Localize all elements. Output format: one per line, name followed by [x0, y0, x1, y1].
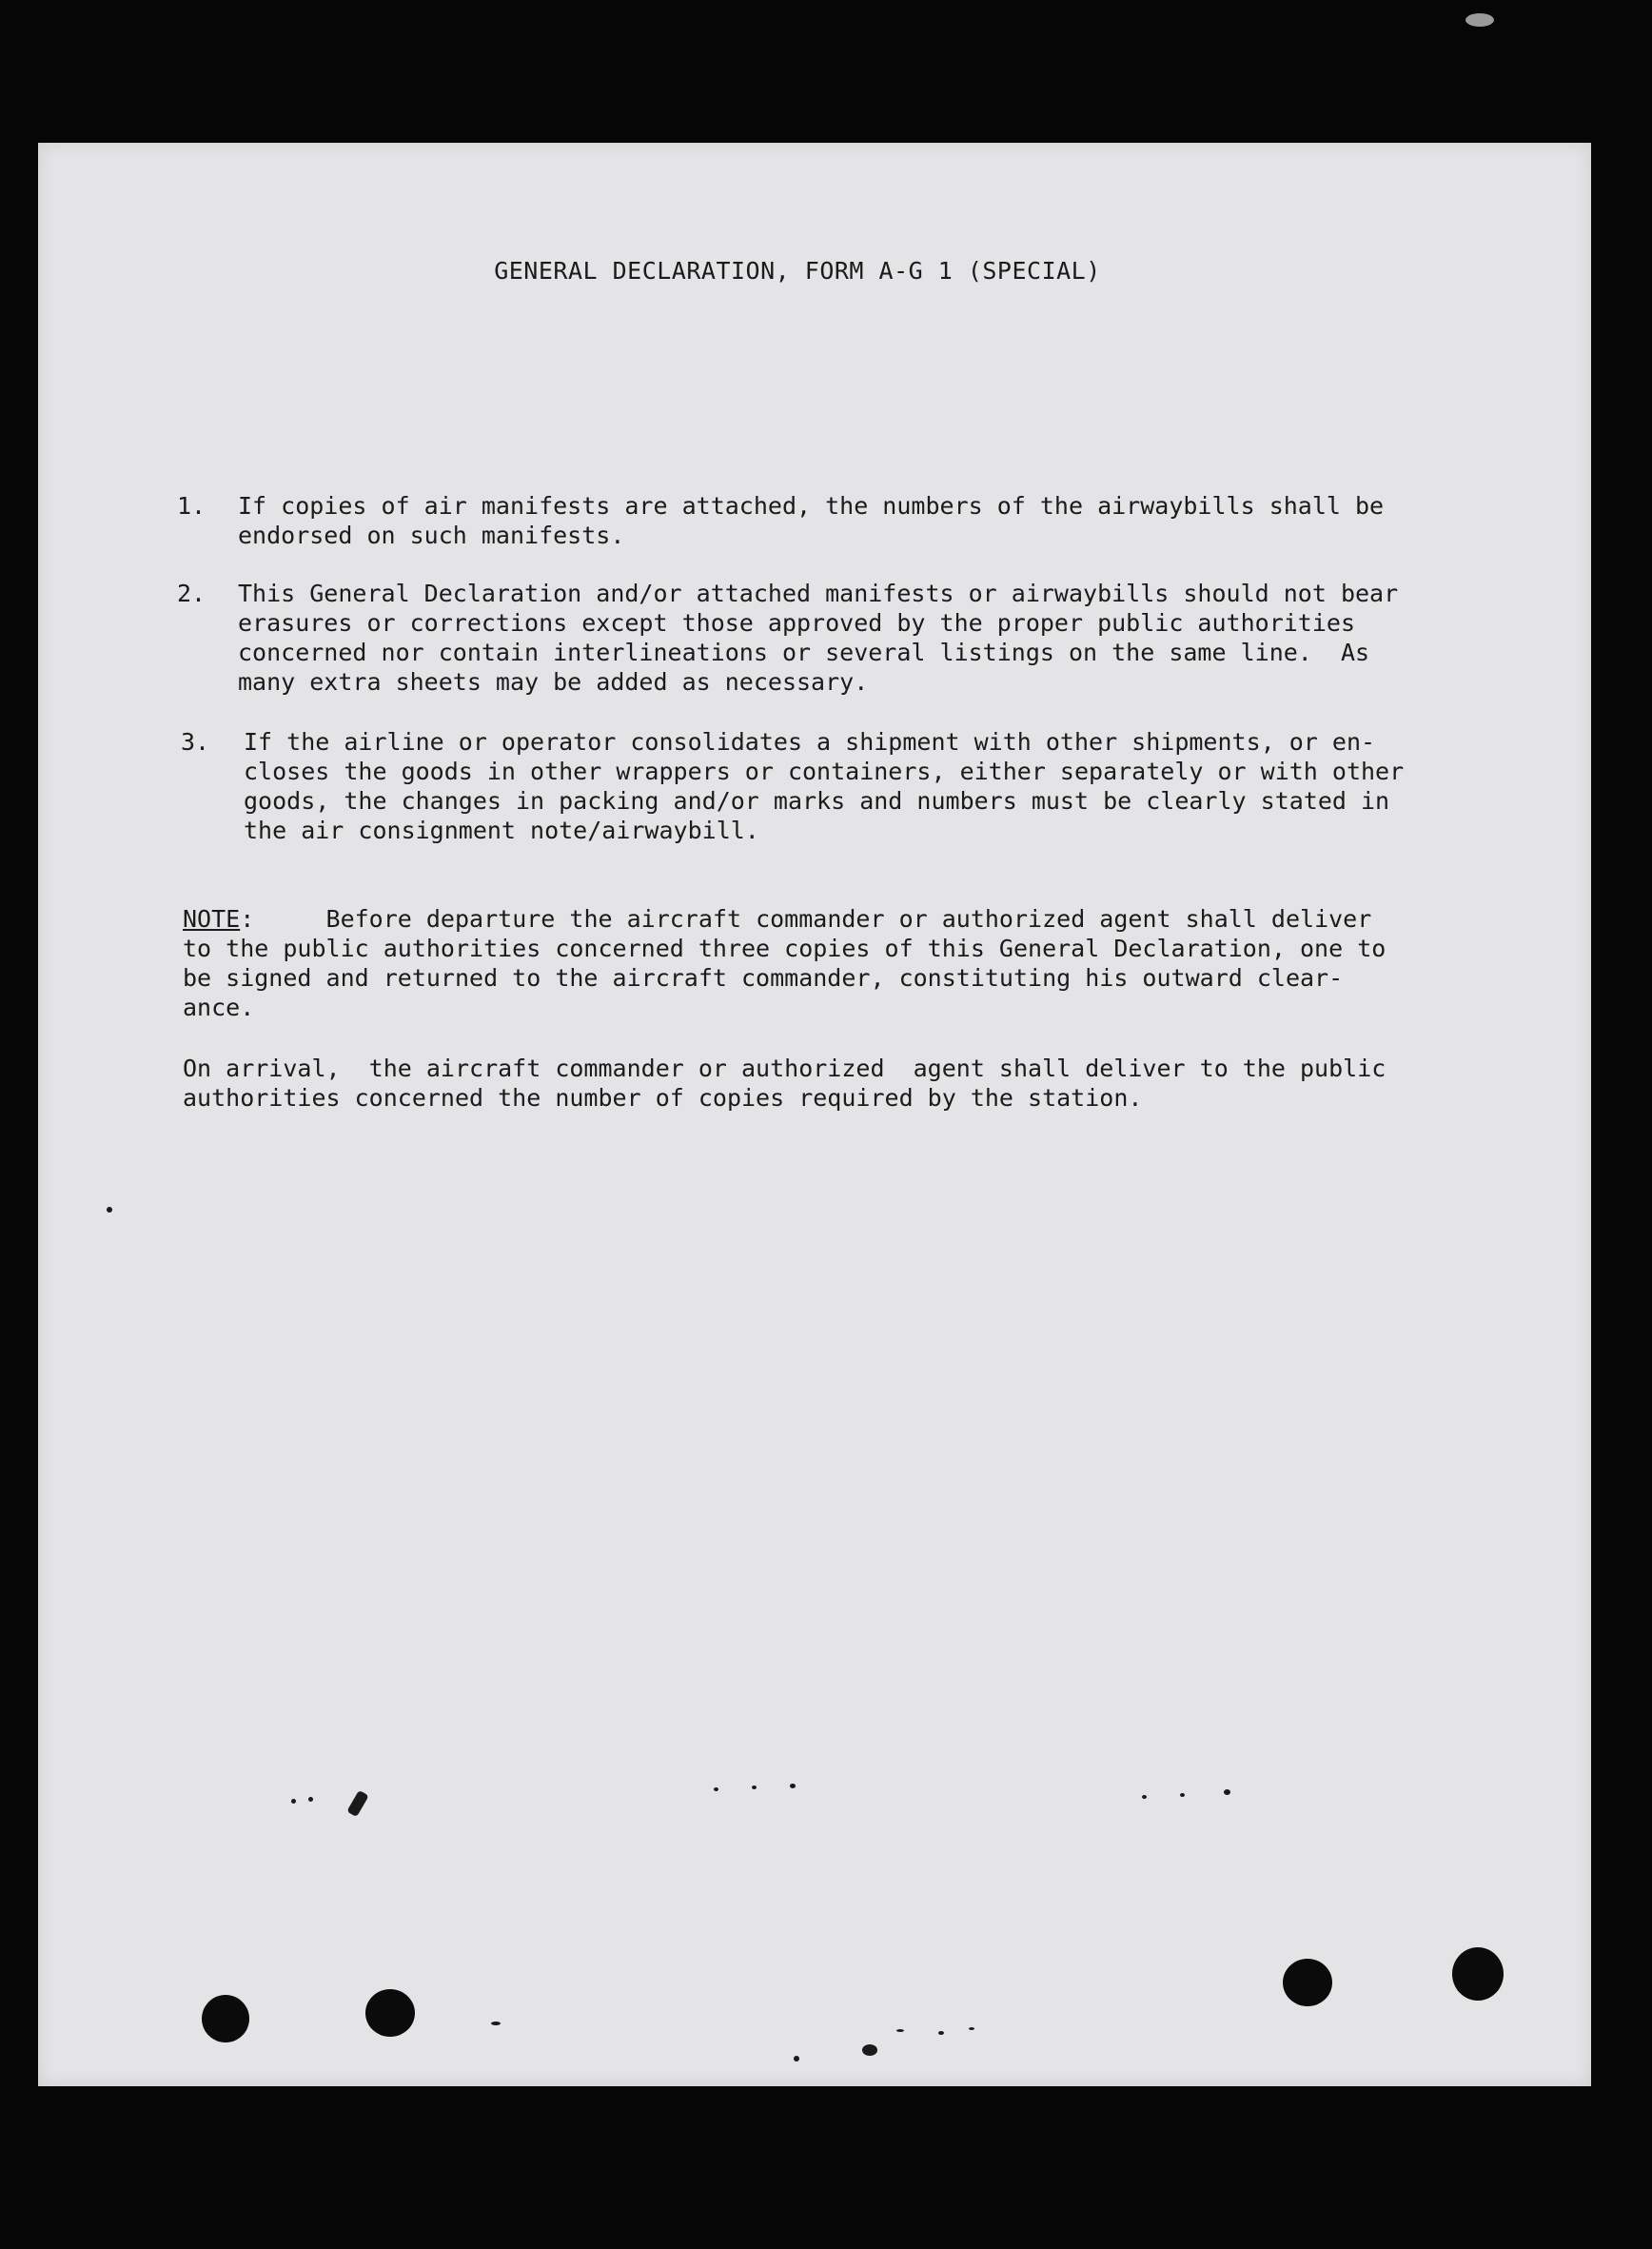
arrival-line: authorities concerned the number of copies required by the station. [183, 1084, 1143, 1112]
ink-speck [896, 2029, 904, 2032]
ink-speck [491, 2022, 501, 2025]
item-line: If copies of air manifests are attached, the numbers of the airwaybills shall be [238, 492, 1385, 520]
item-line: many extra sheets may be added as necessary. [238, 668, 869, 696]
item-line: endorsed on such manifests. [238, 522, 625, 549]
ink-speck [308, 1797, 313, 1802]
ink-speck [107, 1207, 112, 1213]
item-line: If the airline or operator consolidates a shipment with other shipments, or en- [244, 728, 1376, 756]
arrival-paragraph [183, 1054, 1458, 1113]
item-line: erasures or corrections except those approved by the proper public authorities [238, 609, 1355, 637]
note-line: be signed and returned to the aircraft commander, constituting his outward clear- [183, 964, 1344, 992]
note-line: to the public authorities concerned three copies of this General Declaration, one to [183, 935, 1386, 962]
ink-speck [790, 1784, 796, 1788]
item-number: 1. [177, 492, 206, 520]
punch-hole [202, 1995, 249, 2042]
ink-speck [862, 2044, 877, 2056]
document-page [38, 143, 1591, 2086]
ink-speck [938, 2031, 944, 2035]
ink-speck [291, 1799, 296, 1804]
note-paragraph [183, 904, 1458, 1022]
ink-speck [1224, 1789, 1230, 1795]
note-first-line [183, 904, 1458, 934]
note-line: ance. [183, 994, 255, 1021]
arrival-line: On arrival, the aircraft commander or authorized agent shall deliver to the public [183, 1055, 1386, 1082]
list-item [181, 727, 1475, 851]
punch-hole [1452, 1947, 1504, 2001]
list-item [177, 579, 1471, 702]
document-title: GENERAL DECLARATION, FORM A-G 1 (SPECIAL) [494, 257, 1101, 285]
ink-speck [1180, 1793, 1185, 1797]
punch-hole [365, 1989, 415, 2037]
ink-speck [1465, 13, 1494, 27]
ink-speck [794, 2056, 799, 2062]
ink-speck [969, 2027, 974, 2030]
item-number: 3. [181, 728, 210, 756]
item-text [238, 579, 1456, 697]
ink-speck [752, 1785, 757, 1789]
item-line: goods, the changes in packing and/or marks and numbers must be clearly stated in [244, 787, 1390, 815]
item-line: the air consignment note/airwaybill. [244, 817, 759, 844]
item-text [238, 491, 1456, 550]
item-line: concerned nor contain interlineations or several listings on the same line. As [238, 639, 1370, 666]
ink-speck [714, 1787, 718, 1791]
item-line: closes the goods in other wrappers or containers, either separately or with other [244, 758, 1405, 785]
item-line: This General Declaration and/or attached manifests or airwaybills should not bear [238, 580, 1399, 607]
ink-speck [1142, 1795, 1147, 1799]
item-text [244, 727, 1462, 845]
note-label: NOTE [183, 905, 241, 933]
punch-hole [1283, 1959, 1332, 2006]
item-number: 2. [177, 580, 206, 607]
note-first-line-text: : Before departure the aircraft commander or authorized agent shall deliver [240, 905, 1372, 933]
list-item [177, 491, 1471, 558]
